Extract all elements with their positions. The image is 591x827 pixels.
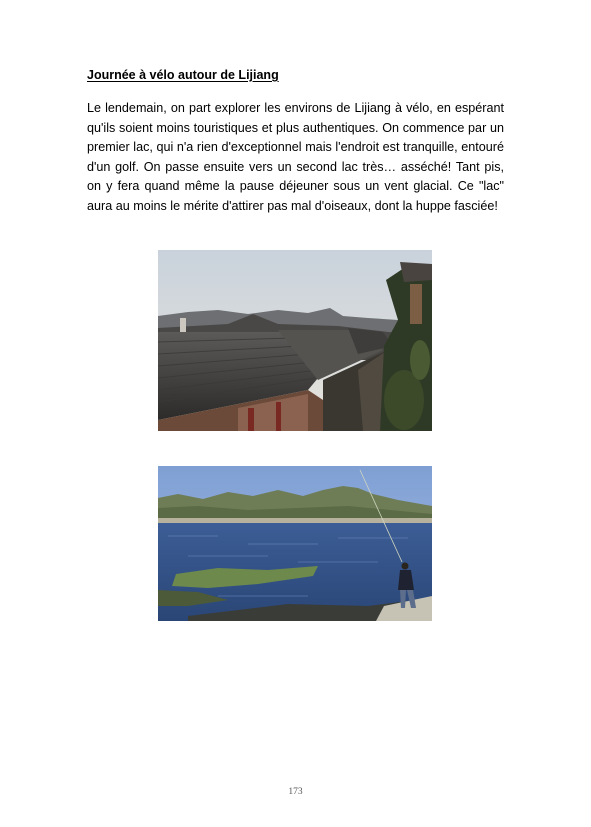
section-heading: Journée à vélo autour de Lijiang <box>87 68 279 82</box>
photo-lake-fisherman <box>158 466 432 621</box>
photo-old-town-rooftops <box>158 250 432 431</box>
page-number: 173 <box>288 787 303 797</box>
body-paragraph: Le lendemain, on part explorer les environs de Lijiang à vélo, en espérant qu'ils soient moins touristiques et plus authentiques. On commence par un premier lac, qui n'a rien d'exceptionnel mais l'endroit est tranquille, entouré d'un golf. On passe ensuite vers un second lac très… asséché! Tant pis, on y fera quand même la pause déjeuner sous un vent glacial. Ce "lac" aura au moins le mérite d'attirer pas mal d'oiseaux, dont la huppe fasciée! <box>87 101 504 213</box>
